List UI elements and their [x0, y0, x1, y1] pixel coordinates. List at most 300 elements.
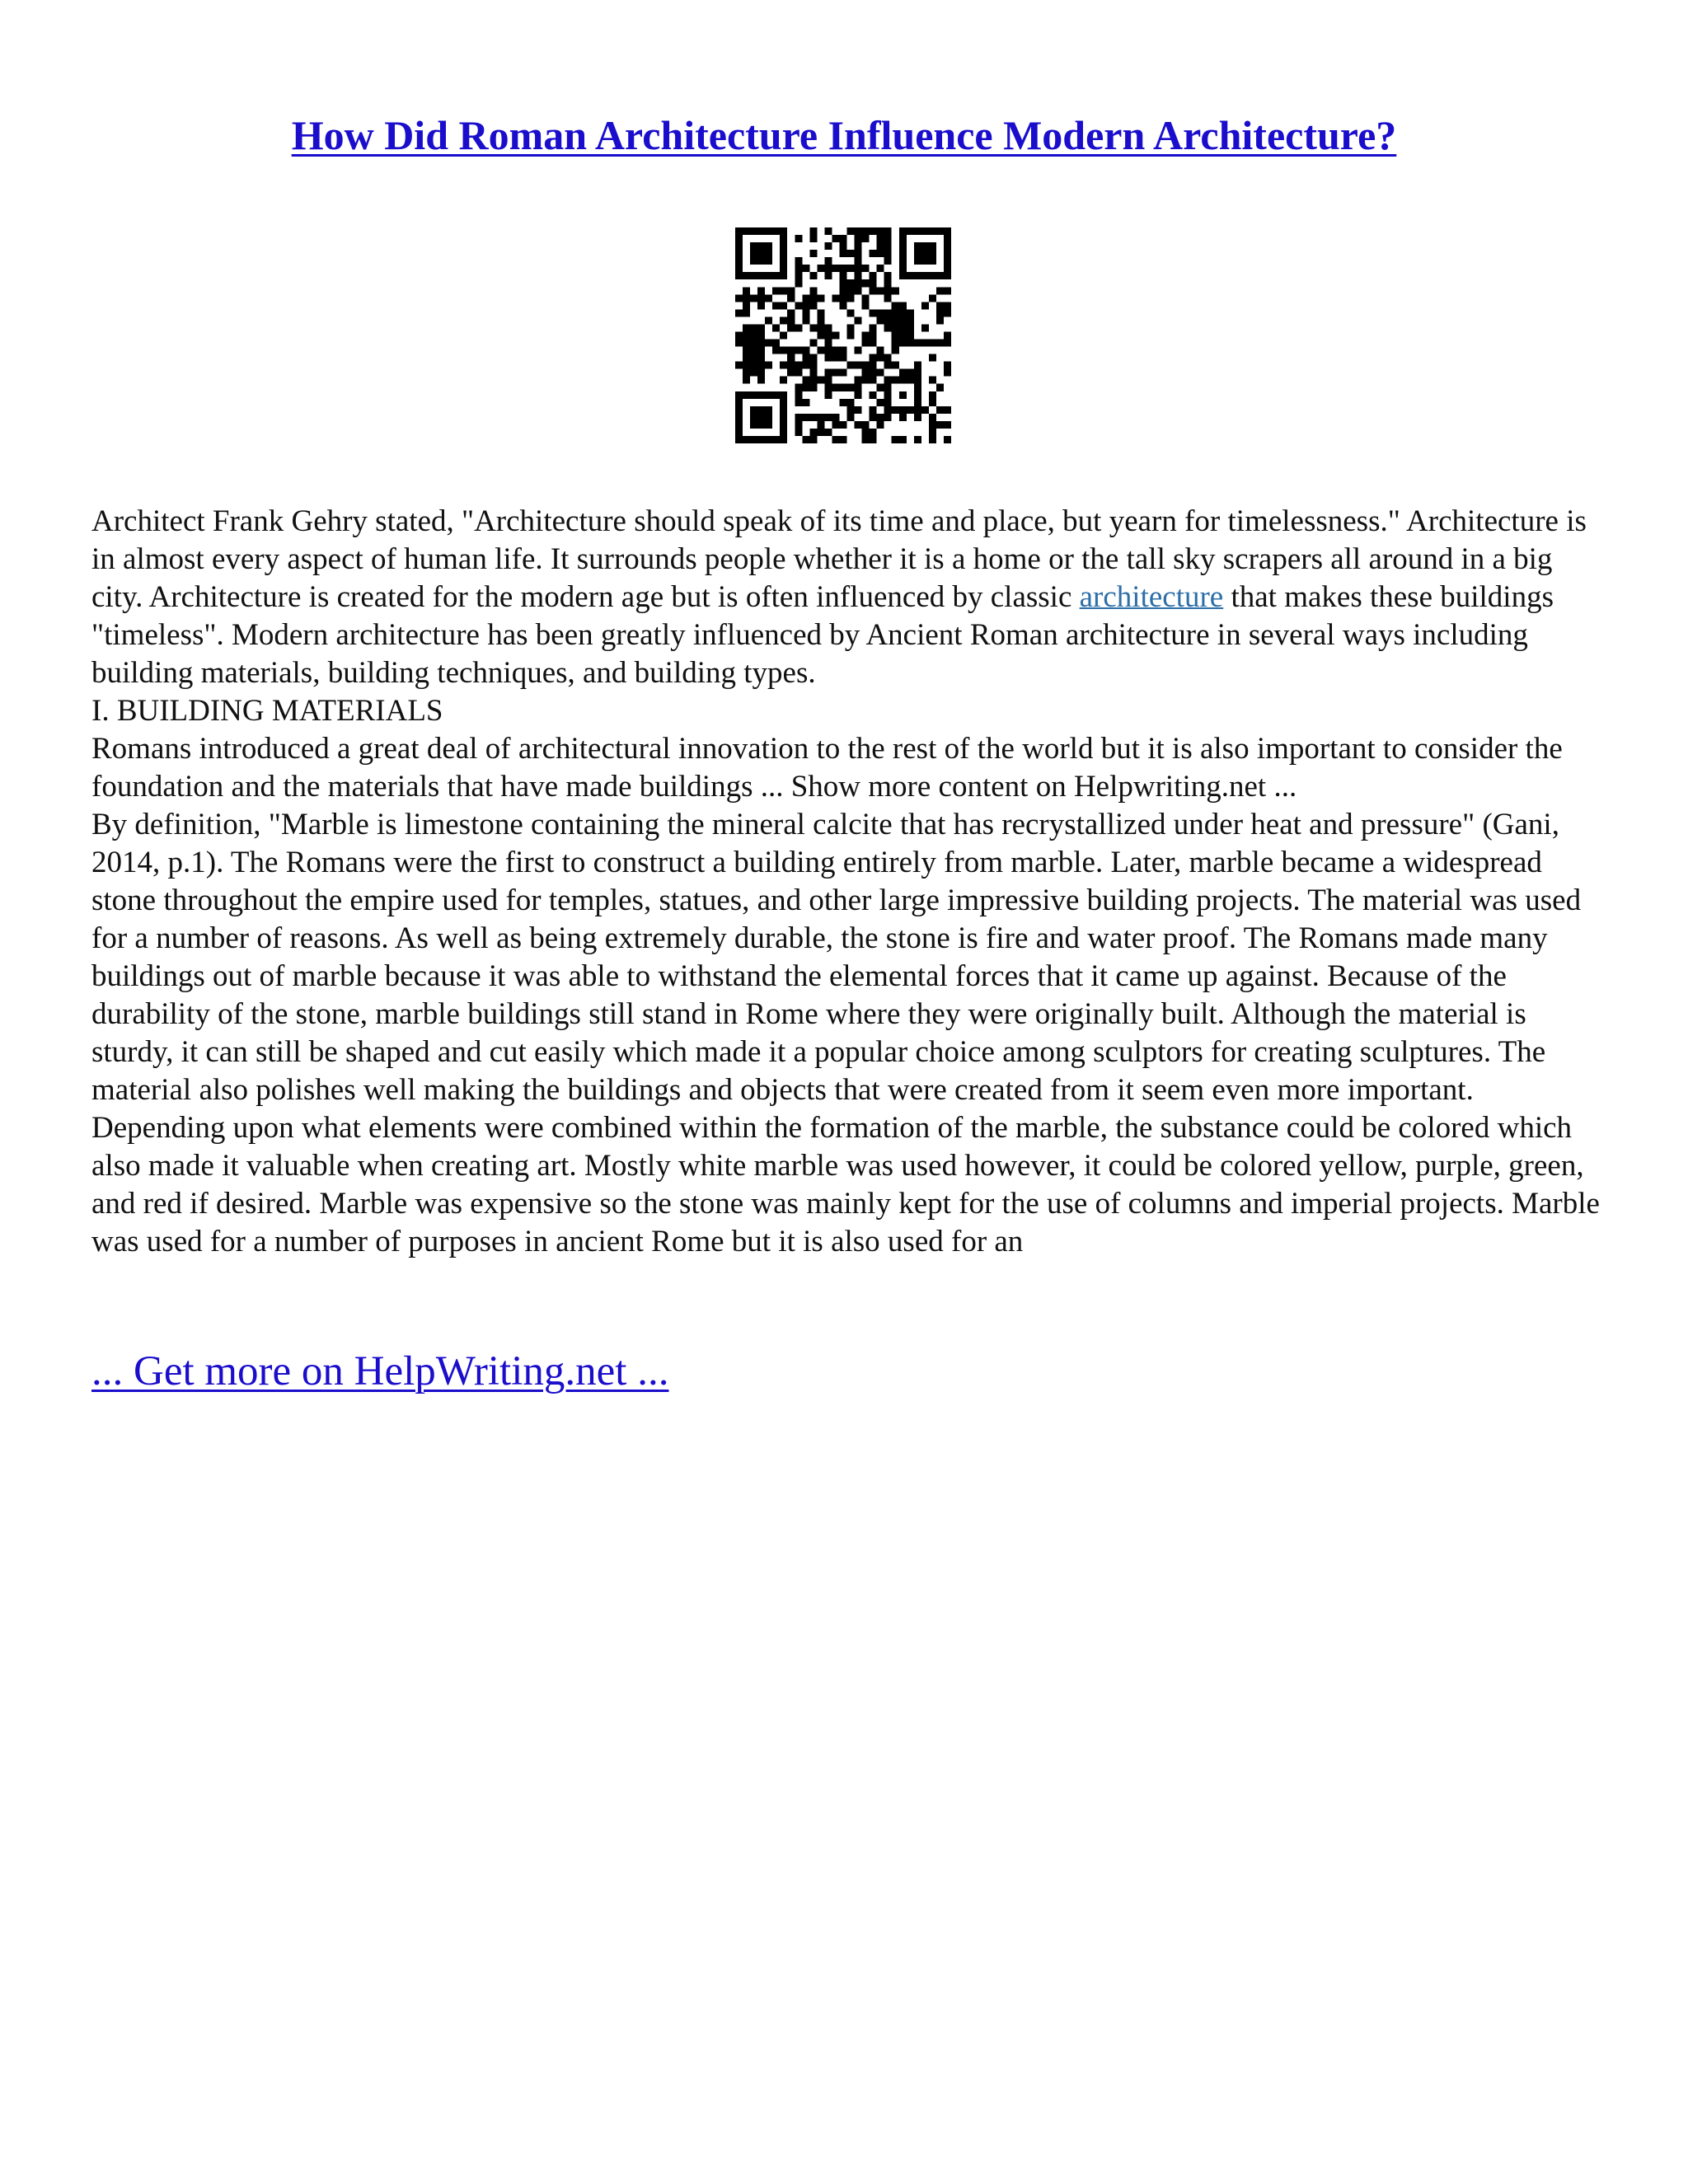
qr-module — [735, 331, 743, 339]
qr-module — [914, 384, 921, 391]
qr-module — [839, 347, 846, 354]
qr-module — [907, 340, 914, 347]
qr-module — [847, 279, 855, 287]
qr-module — [757, 340, 765, 347]
body-text — [91, 503, 1608, 1261]
qr-module — [929, 354, 936, 362]
qr-module — [884, 391, 892, 399]
qr-module — [862, 265, 870, 272]
qr-module — [780, 331, 787, 339]
qr-module — [884, 257, 892, 265]
qr-module — [802, 265, 809, 272]
qr-module — [847, 227, 855, 235]
qr-module — [750, 340, 757, 347]
qr-module — [855, 287, 862, 294]
qr-module — [735, 227, 743, 235]
qr-module — [899, 272, 907, 279]
qr-module — [936, 302, 944, 309]
qr-module — [735, 406, 743, 414]
qr-module — [750, 272, 757, 279]
qr-module — [802, 362, 809, 369]
qr-module — [765, 421, 772, 429]
qr-module — [855, 257, 862, 265]
qr-module — [884, 362, 892, 369]
qr-module — [757, 362, 765, 369]
qr-module — [772, 436, 780, 443]
qr-module — [780, 429, 787, 436]
get-more-link[interactable]: ... Get more on HelpWriting.net ... — [91, 1348, 669, 1394]
qr-module — [877, 309, 884, 316]
qr-module — [743, 227, 750, 235]
qr-module — [929, 429, 936, 436]
qr-module — [817, 316, 824, 324]
qr-module — [757, 324, 765, 331]
qr-module — [824, 324, 832, 331]
qr-module — [914, 391, 921, 399]
qr-module — [929, 250, 936, 257]
architecture-link[interactable]: architecture — [1079, 580, 1224, 614]
qr-module — [743, 391, 750, 399]
qr-module — [921, 406, 929, 414]
qr-module — [824, 331, 832, 339]
qr-module — [787, 287, 795, 294]
qr-module — [870, 429, 877, 436]
qr-module — [735, 391, 743, 399]
qr-module — [795, 399, 802, 406]
qr-module — [862, 429, 870, 436]
qr-module — [802, 294, 809, 302]
qr-module — [862, 421, 870, 429]
qr-module — [824, 414, 832, 421]
qr-module — [944, 242, 951, 250]
qr-module — [847, 384, 855, 391]
qr-module — [884, 324, 892, 331]
qr-module — [884, 399, 892, 406]
qr-module — [899, 242, 907, 250]
qr-module — [750, 227, 757, 235]
intro-text-after-link: that makes these buildings "timeless". Modern architecture has been greatly influenced by Ancient Roman architecture in several ways including building materials, building techniques, and building types. — [91, 580, 1554, 690]
qr-module — [847, 287, 855, 294]
qr-module — [772, 340, 780, 347]
qr-module — [944, 340, 951, 347]
qr-module — [870, 369, 877, 377]
qr-module — [750, 242, 757, 250]
qr-module — [809, 302, 817, 309]
qr-module — [921, 324, 929, 331]
qr-module — [802, 309, 809, 316]
qr-module — [929, 421, 936, 429]
qr-module — [757, 257, 765, 265]
qr-module — [802, 302, 809, 309]
qr-module — [936, 227, 944, 235]
qr-module — [795, 235, 802, 242]
qr-module — [914, 250, 921, 257]
qr-module — [877, 316, 884, 324]
qr-module — [877, 235, 884, 242]
qr-module — [817, 414, 824, 421]
qr-module — [855, 362, 862, 369]
qr-module — [765, 340, 772, 347]
qr-module — [757, 377, 765, 384]
qr-module — [884, 309, 892, 316]
qr-module — [884, 414, 892, 421]
qr-module — [750, 331, 757, 339]
qr-module — [780, 272, 787, 279]
qr-module — [899, 227, 907, 235]
qr-module — [944, 436, 951, 443]
qr-module — [772, 347, 780, 354]
qr-module — [743, 294, 750, 302]
qr-module — [877, 354, 884, 362]
qr-module — [757, 354, 765, 362]
qr-module — [899, 235, 907, 242]
qr-module — [787, 309, 795, 316]
qr-module — [750, 414, 757, 421]
qr-module — [735, 250, 743, 257]
qr-module — [839, 369, 846, 377]
qr-module — [795, 324, 802, 331]
paragraph-marble-definition: By definition, "Marble is limestone containing the mineral calcite that has recrystallized under heat and pressure" (Gani, 2014, p.1). The Romans were the first to construct a building entirely from marble. Later, marble became a widespread stone throughout the empire used for temples, statues, and other large impressive building projects. The material was used for a number of reasons. As well as being extremely durable, the stone is fire and water proof. The Romans made many buildings out of marble because it was able to withstand the elemental forces that it came up against. Because of the durability of the stone, marble buildings still stand in Rome where they were originally built. Although the material is sturdy, it can still be shaped and cut easily which made it a popular choice among sculptors for creating sculptures. The material also polishes well making the buildings and objects that were created from it seem even more important. Depending upon what elements were combined within the formation of the marble, the substance could be colored which also made it valuable when creating art. Mostly white marble was used however, it could be colored yellow, purple, green, and red if desired. Marble was expensive so the stone was mainly kept for the use of columns and imperial projects. Marble was used for a number of purposes in ancient Rome but it is also used for an — [91, 808, 1600, 1258]
qr-module — [907, 309, 914, 316]
qr-module — [809, 294, 817, 302]
qr-module — [750, 250, 757, 257]
qr-module — [899, 340, 907, 347]
qr-module — [780, 227, 787, 235]
qr-code-icon — [735, 227, 951, 443]
qr-module — [839, 287, 846, 294]
qr-module — [914, 227, 921, 235]
qr-module — [914, 257, 921, 265]
qr-module — [824, 242, 832, 250]
qr-module — [757, 421, 765, 429]
qr-module — [750, 391, 757, 399]
qr-module — [802, 354, 809, 362]
qr-module — [936, 309, 944, 316]
qr-module — [765, 242, 772, 250]
qr-module — [884, 279, 892, 287]
qr-module — [914, 436, 921, 443]
qr-module — [870, 391, 877, 399]
qr-module — [750, 369, 757, 377]
qr-module — [944, 227, 951, 235]
qr-module — [877, 369, 884, 377]
qr-module — [929, 436, 936, 443]
qr-module — [765, 436, 772, 443]
qr-module — [824, 265, 832, 272]
qr-module — [757, 331, 765, 339]
qr-module — [750, 347, 757, 354]
qr-module — [847, 406, 855, 414]
qr-module — [870, 354, 877, 362]
qr-module — [862, 302, 870, 309]
qr-module — [855, 242, 862, 250]
qr-module — [757, 347, 765, 354]
qr-module — [870, 340, 877, 347]
qr-module — [862, 227, 870, 235]
qr-module — [907, 331, 914, 339]
qr-module — [780, 257, 787, 265]
qr-module — [735, 362, 743, 369]
qr-module — [787, 362, 795, 369]
qr-module — [884, 250, 892, 257]
qr-module — [795, 272, 802, 279]
qr-module — [921, 227, 929, 235]
qr-module — [765, 362, 772, 369]
qr-module — [757, 287, 765, 294]
qr-module — [855, 384, 862, 391]
qr-module — [809, 235, 817, 242]
qr-module — [757, 414, 765, 421]
qr-module — [884, 377, 892, 384]
qr-module — [765, 316, 772, 324]
qr-module — [862, 362, 870, 369]
qr-module — [839, 265, 846, 272]
qr-module — [855, 227, 862, 235]
qr-module — [907, 406, 914, 414]
qr-module — [936, 384, 944, 391]
qr-module — [809, 369, 817, 377]
qr-module — [795, 265, 802, 272]
qr-module — [735, 265, 743, 272]
qr-module — [899, 406, 907, 414]
qr-module — [824, 272, 832, 279]
qr-module — [936, 340, 944, 347]
qr-module — [877, 399, 884, 406]
qr-module — [944, 421, 951, 429]
qr-module — [743, 347, 750, 354]
qr-module — [944, 406, 951, 414]
qr-module — [921, 272, 929, 279]
qr-module — [929, 414, 936, 421]
qr-module — [817, 324, 824, 331]
qr-module — [944, 331, 951, 339]
qr-module — [847, 399, 855, 406]
qr-module — [795, 302, 802, 309]
qr-module — [839, 421, 846, 429]
qr-module — [824, 347, 832, 354]
qr-module — [735, 257, 743, 265]
qr-module — [765, 391, 772, 399]
qr-module — [832, 414, 839, 421]
qr-module — [899, 257, 907, 265]
qr-module — [855, 250, 862, 257]
qr-module — [847, 309, 855, 316]
qr-module — [772, 391, 780, 399]
qr-module — [787, 347, 795, 354]
qr-module — [817, 294, 824, 302]
qr-module — [862, 377, 870, 384]
qr-module — [743, 302, 750, 309]
qr-module — [914, 272, 921, 279]
qr-module — [944, 369, 951, 377]
qr-module — [757, 272, 765, 279]
qr-module — [892, 362, 899, 369]
qr-module — [839, 354, 846, 362]
qr-module — [750, 362, 757, 369]
title-link[interactable]: How Did Roman Architecture Influence Modern Architecture? — [291, 112, 1397, 158]
qr-module — [780, 391, 787, 399]
qr-module — [839, 272, 846, 279]
qr-module — [936, 272, 944, 279]
qr-module — [824, 391, 832, 399]
qr-module — [780, 347, 787, 354]
qr-module — [772, 272, 780, 279]
qr-module — [914, 369, 921, 377]
qr-module — [809, 436, 817, 443]
qr-module — [780, 250, 787, 257]
qr-module — [944, 362, 951, 369]
qr-module — [847, 362, 855, 369]
document-title — [0, 109, 1688, 162]
qr-module — [862, 235, 870, 242]
qr-module — [884, 406, 892, 414]
qr-module — [855, 406, 862, 414]
qr-module — [855, 272, 862, 279]
qr-module — [780, 316, 787, 324]
qr-module — [795, 369, 802, 377]
qr-module — [743, 340, 750, 347]
qr-module — [884, 272, 892, 279]
qr-module — [870, 250, 877, 257]
qr-module — [870, 279, 877, 287]
qr-module — [795, 362, 802, 369]
qr-module — [892, 324, 899, 331]
qr-module — [817, 429, 824, 436]
qr-module — [780, 242, 787, 250]
qr-module — [884, 227, 892, 235]
qr-module — [824, 257, 832, 265]
qr-module — [780, 421, 787, 429]
qr-module — [743, 362, 750, 369]
qr-module — [750, 436, 757, 443]
qr-module — [824, 354, 832, 362]
qr-module — [802, 377, 809, 384]
qr-module — [765, 272, 772, 279]
qr-module — [802, 316, 809, 324]
qr-module — [832, 384, 839, 391]
qr-module — [780, 302, 787, 309]
qr-module — [839, 242, 846, 250]
qr-module — [735, 309, 743, 316]
qr-module — [944, 302, 951, 309]
qr-module — [936, 316, 944, 324]
qr-module — [839, 279, 846, 287]
qr-module — [735, 340, 743, 347]
qr-module — [757, 250, 765, 257]
qr-module — [870, 287, 877, 294]
qr-module — [735, 421, 743, 429]
qr-module — [870, 362, 877, 369]
qr-module — [832, 436, 839, 443]
qr-module — [765, 414, 772, 421]
qr-module — [750, 294, 757, 302]
qr-module — [809, 377, 817, 384]
qr-module — [743, 324, 750, 331]
qr-module — [855, 316, 862, 324]
qr-module — [892, 287, 899, 294]
qr-module — [743, 287, 750, 294]
qr-module — [757, 391, 765, 399]
more-content-line — [91, 1345, 668, 1398]
qr-module — [735, 242, 743, 250]
qr-module — [750, 324, 757, 331]
qr-module — [787, 354, 795, 362]
qr-module — [877, 287, 884, 294]
qr-module — [892, 347, 899, 354]
qr-module — [787, 369, 795, 377]
qr-module — [936, 406, 944, 414]
qr-module — [870, 406, 877, 414]
qr-module — [899, 414, 907, 421]
qr-module — [855, 279, 862, 287]
qr-module — [884, 242, 892, 250]
qr-module — [907, 377, 914, 384]
qr-module — [892, 406, 899, 414]
qr-module — [944, 265, 951, 272]
qr-module — [944, 309, 951, 316]
qr-module — [832, 235, 839, 242]
qr-module — [892, 309, 899, 316]
qr-module — [862, 294, 870, 302]
qr-module — [824, 227, 832, 235]
qr-module — [809, 227, 817, 235]
qr-module — [757, 302, 765, 309]
qr-module — [780, 362, 787, 369]
qr-module — [735, 414, 743, 421]
qr-module — [884, 354, 892, 362]
qr-module — [907, 369, 914, 377]
qr-module — [832, 354, 839, 362]
qr-module — [743, 354, 750, 362]
qr-module — [855, 265, 862, 272]
qr-module — [802, 436, 809, 443]
qr-module — [839, 250, 846, 257]
qr-module — [817, 421, 824, 429]
qr-module — [795, 414, 802, 421]
qr-module — [870, 436, 877, 443]
qr-module — [862, 331, 870, 339]
qr-module — [877, 347, 884, 354]
qr-module — [839, 384, 846, 391]
qr-module — [735, 235, 743, 242]
qr-module — [899, 324, 907, 331]
qr-module — [743, 272, 750, 279]
qr-module — [735, 294, 743, 302]
qr-module — [795, 279, 802, 287]
qr-module — [870, 227, 877, 235]
qr-module — [772, 287, 780, 294]
qr-module — [929, 391, 936, 399]
qr-module — [772, 324, 780, 331]
qr-module — [929, 340, 936, 347]
qr-module — [780, 414, 787, 421]
qr-module — [936, 421, 944, 429]
qr-module — [743, 377, 750, 384]
qr-module — [765, 257, 772, 265]
qr-module — [847, 250, 855, 257]
qr-module — [809, 384, 817, 391]
qr-module — [735, 429, 743, 436]
qr-module — [921, 340, 929, 347]
qr-module — [892, 302, 899, 309]
qr-module — [929, 257, 936, 265]
qr-module — [832, 421, 839, 429]
qr-module — [929, 377, 936, 384]
qr-module — [780, 406, 787, 414]
qr-module — [877, 421, 884, 429]
section-heading: I. BUILDING MATERIALS — [91, 694, 443, 728]
qr-module — [750, 257, 757, 265]
